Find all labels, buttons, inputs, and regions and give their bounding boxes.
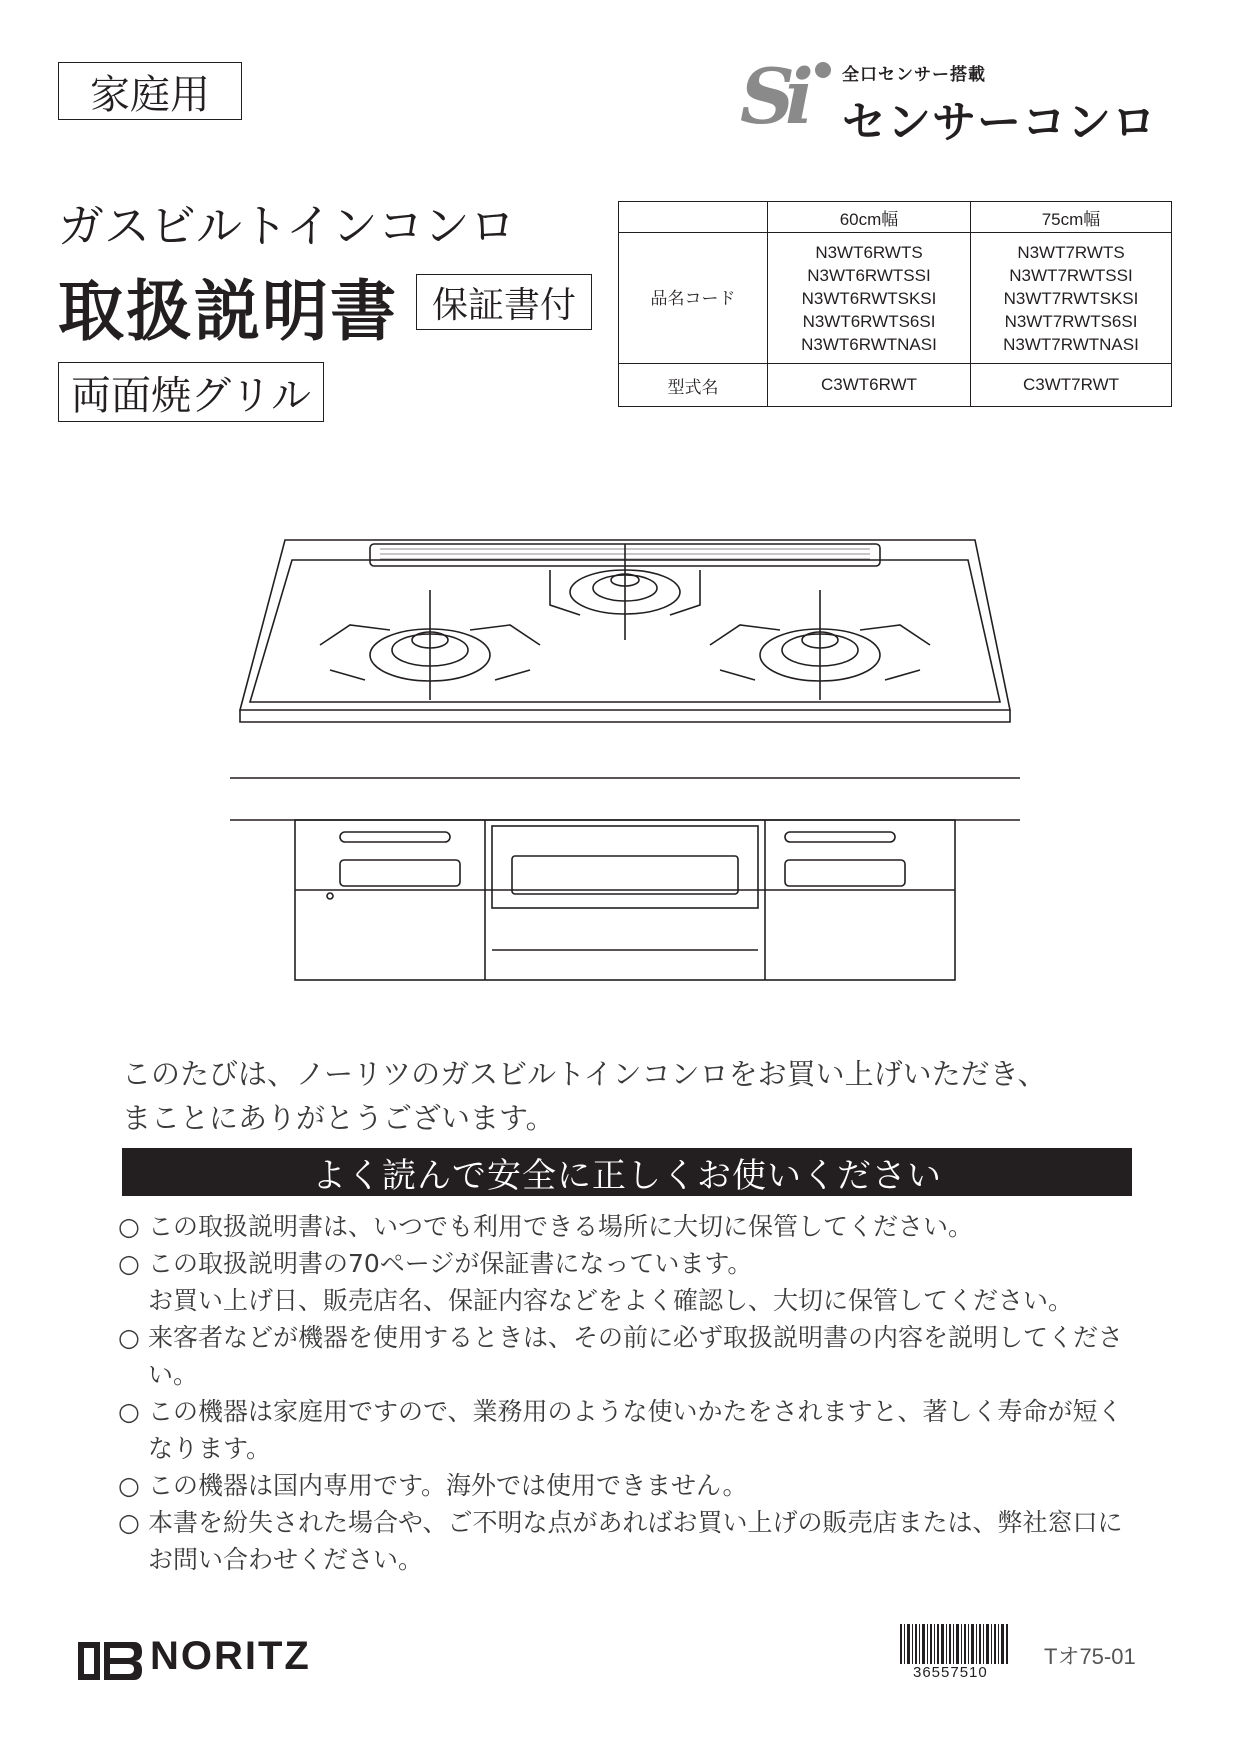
warranty-included-label: 保証書付 — [416, 274, 592, 330]
barcode-number: 36557510 — [913, 1664, 988, 1681]
circle-bullet-icon: ○ — [118, 1212, 140, 1241]
circle-bullet-icon: ○ — [118, 1323, 140, 1352]
note-item — [118, 1393, 1138, 1467]
product-code: N3WT6RWTS — [815, 242, 923, 262]
model-table — [618, 201, 1172, 407]
notes-list — [118, 1208, 1138, 1578]
household-use-label: 家庭用 — [58, 62, 242, 120]
barcode-icon — [900, 1624, 1010, 1668]
product-code: N3WT7RWTSSI — [1009, 265, 1133, 285]
product-code-label: 品名コード — [619, 233, 768, 364]
note-line: この機器は家庭用ですので、業務用のような使いかたをされますと、著しく寿命が短く — [148, 1397, 1123, 1426]
manual-title: 取扱説明書 — [58, 273, 398, 350]
note-line: お問い合わせください。 — [148, 1545, 424, 1574]
note-item — [118, 1245, 1138, 1319]
note-line: お買い上げ日、販売店名、保証内容などをよく確認し、大切に保管してください。 — [148, 1286, 1074, 1315]
type-name-60cm: C3WT6RWT — [768, 364, 971, 407]
center-burner-icon — [550, 544, 700, 640]
product-code: N3WT6RWTNASI — [801, 334, 937, 354]
note-item — [118, 1467, 1138, 1504]
note-item — [118, 1504, 1138, 1578]
si-logo-letters: Si — [740, 52, 804, 141]
double-sided-grill-label: 両面焼グリル — [58, 362, 324, 422]
si-logo-title: センサーコンロ — [842, 97, 1157, 148]
gas-cooktop-illustration — [230, 530, 1020, 990]
product-code: N3WT7RWTS — [1017, 242, 1125, 262]
si-logo-subtitle: 全口センサー搭載 — [842, 65, 986, 85]
safety-banner: よく読んで安全に正しくお使いください — [122, 1148, 1132, 1196]
brand-name: NORITZ — [150, 1634, 311, 1678]
si-logo-dot — [815, 62, 831, 78]
left-burner-icon — [320, 590, 540, 700]
right-burner-icon — [710, 590, 930, 700]
product-code: N3WT6RWTSKSI — [801, 288, 937, 308]
product-code: N3WT7RWTS6SI — [1004, 311, 1138, 331]
circle-bullet-icon: ○ — [118, 1508, 140, 1537]
note-item — [118, 1208, 1138, 1245]
greeting-line: このたびは、ノーリツのガスビルトインコンロをお買い上げいただき、 — [122, 1057, 1047, 1091]
note-line: なります。 — [148, 1434, 272, 1463]
type-name-75cm: C3WT7RWT — [971, 364, 1172, 407]
product-codes-75cm — [971, 233, 1172, 364]
col-header-75cm: 75cm幅 — [971, 202, 1172, 233]
document-number: Tオ75-01 — [1044, 1644, 1136, 1669]
note-item — [118, 1319, 1138, 1393]
greeting-text — [122, 1052, 1047, 1140]
note-line: 来客者などが機器を使用するときは、その前に必ず取扱説明書の内容を説明してください。 — [148, 1323, 1124, 1389]
product-category-title: ガスビルトインコンロ — [58, 199, 516, 253]
noritz-mark-icon — [74, 1638, 144, 1684]
type-name-label: 型式名 — [619, 364, 768, 407]
note-line: この機器は国内専用です。海外では使用できません。 — [148, 1471, 748, 1500]
greeting-line: まことにありがとうございます。 — [122, 1101, 555, 1135]
product-code: N3WT6RWTS6SI — [802, 311, 936, 331]
note-line: この取扱説明書は、いつでも利用できる場所に大切に保管してください。 — [148, 1212, 974, 1241]
product-code: N3WT6RWTSSI — [807, 265, 931, 285]
col-header-60cm: 60cm幅 — [768, 202, 971, 233]
product-codes-60cm — [768, 233, 971, 364]
product-code: N3WT7RWTSKSI — [1003, 288, 1139, 308]
note-line: この取扱説明書の70ページが保証書になっています。 — [148, 1249, 753, 1278]
circle-bullet-icon: ○ — [118, 1249, 140, 1278]
table-corner-cell — [619, 202, 768, 233]
circle-bullet-icon: ○ — [118, 1397, 140, 1426]
circle-bullet-icon: ○ — [118, 1471, 140, 1500]
note-line: 本書を紛失された場合や、ご不明な点があればお買い上げの販売店または、弊社窓口に — [148, 1508, 1123, 1537]
product-code: N3WT7RWTNASI — [1003, 334, 1139, 354]
